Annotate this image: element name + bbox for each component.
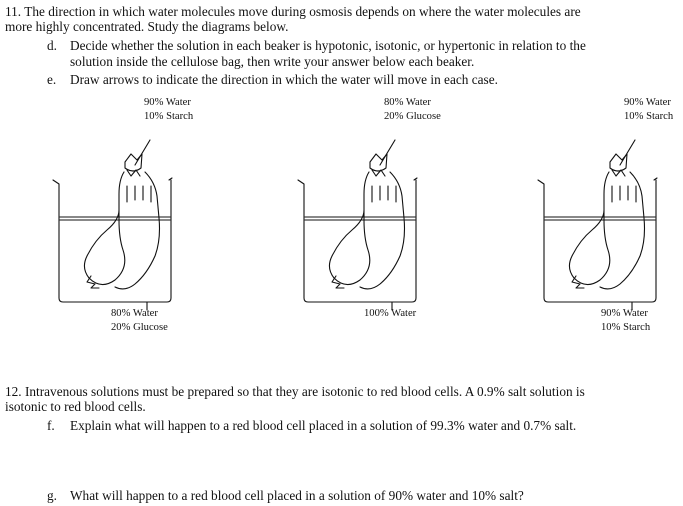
beaker3-bag-label-line2: 10% Starch [624, 111, 674, 122]
q11-prompt-line2: more highly concentrated. Study the diagrams below. [5, 19, 289, 34]
stir-rod [135, 140, 150, 165]
bag-knot [610, 154, 627, 171]
beaker1-solution-label-line1: 80% Water [111, 308, 158, 319]
q11-prompt-line1: 11. The direction in which water molecules move during osmosis depends on where the water molecules are [5, 4, 581, 19]
q12-prompt-line2: isotonic to red blood cells. [5, 399, 146, 414]
bag-knot [125, 154, 142, 171]
beaker3-diagram [530, 140, 665, 305]
stir-rod [380, 140, 395, 165]
beaker2-diagram [290, 140, 425, 305]
beaker3-svg [530, 140, 665, 305]
beaker1-solution-label-line2: 20% Glucose [111, 322, 168, 333]
beaker-glass [538, 180, 656, 302]
q12-prompt-line1: 12. Intravenous solutions must be prepared so that they are isotonic to red blood cells. A 0.9% salt solution is [5, 384, 585, 399]
beaker1-bag-label-line1: 90% Water [144, 97, 191, 108]
beaker2-bag-label-line2: 20% Glucose [384, 111, 441, 122]
q12-f-line: Explain what will happen to a red blood cell placed in a solution of 99.3% water and 0.7% salt. [70, 418, 577, 433]
beaker-lip [654, 178, 657, 180]
beaker2-solution-label-line1: 100% Water [364, 308, 417, 319]
bag-knot [370, 154, 387, 171]
cellulose-bag-left [569, 172, 609, 285]
beaker1-svg [45, 140, 180, 305]
q12-g-marker: g. [47, 488, 57, 503]
q11-e-marker: e. [47, 72, 57, 87]
q11-e-line: Draw arrows to indicate the direction in which the water will move in each case. [70, 72, 498, 87]
q11-d-line2: solution inside the cellulose bag, then write your answer below each beaker. [70, 54, 475, 69]
beaker-glass [53, 180, 171, 302]
q11-d-marker: d. [47, 38, 57, 53]
stir-rod [620, 140, 635, 165]
beaker-lip [169, 178, 172, 180]
beaker3-solution-label-line1: 90% Water [601, 308, 648, 319]
q12-f-marker: f. [47, 418, 55, 433]
beaker-lip [414, 178, 417, 180]
cellulose-bag-left [329, 172, 369, 285]
beaker1-bag-label-line2: 10% Starch [144, 111, 194, 122]
beaker2-bag-label-line1: 80% Water [384, 97, 431, 108]
q11-d-line1: Decide whether the solution in each beaker is hypotonic, isotonic, or hypertonic in relation to the [70, 38, 586, 53]
q12-g-line: What will happen to a red blood cell placed in a solution of 90% water and 10% salt? [70, 488, 524, 503]
beaker3-bag-label-line1: 90% Water [624, 97, 671, 108]
cellulose-bag-left [84, 172, 124, 285]
beaker3-solution-label-line2: 10% Starch [601, 322, 651, 333]
beaker1-diagram [45, 140, 180, 305]
beaker-glass [298, 180, 416, 302]
beaker2-svg [290, 140, 425, 305]
